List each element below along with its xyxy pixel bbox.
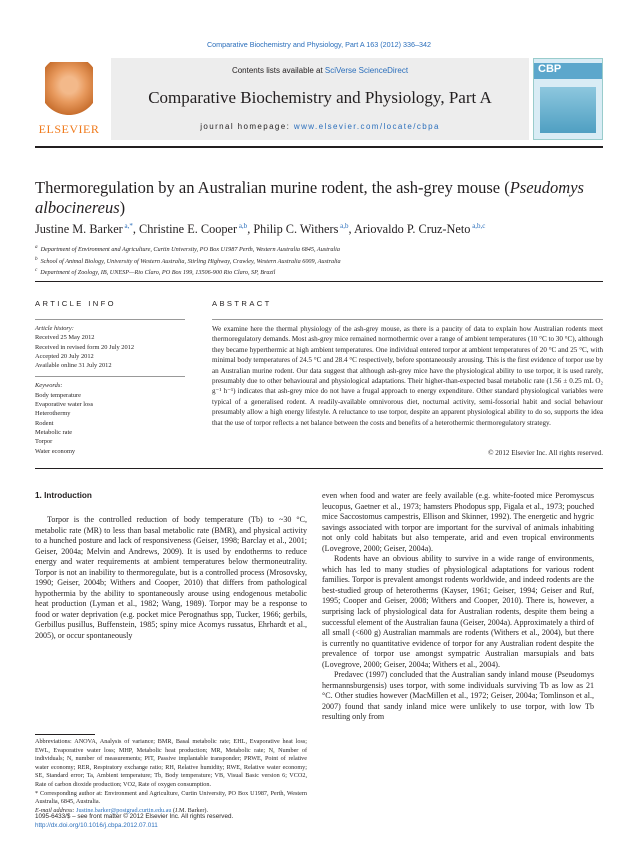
info-rule-2 xyxy=(35,376,185,377)
affiliation-line xyxy=(35,243,603,255)
masthead-rule xyxy=(35,146,603,148)
issn-line: 1095-6433/$ – see front matter © 2012 Elsevier Inc. All rights reserved. xyxy=(35,813,234,820)
footnote-rule xyxy=(35,734,95,735)
history-item: Available online 31 July 2012 xyxy=(35,362,112,370)
abstract-body: We examine here the thermal physiology of the ash-grey mouse, as there is a paucity of data to explain how Australian rodents meet thermoregulatory demands. Most ash-grey mice remained normothermic over a range of ambient temperatures (10 °C to 30 °C), although they became hyperthermic at high ambient temperatures. One individual entered torpor at ambient temperatures of 20 °C and 25 °C, with minimal body temperatures of 24.5 °C and 28.4 °C respectively, before spontaneously arousing. This is the first evidence of torpor use by an Australian murine rodent. Our data suggest that although ash-grey mice have the physiological ability to use torpor, it is used rarely, presumably due to other behavioural and physiological adaptations. Their higher-than-expected basal metabolic rate (1.56 ± 0.25 mL O₂ g⁻¹ h⁻¹) indicates that ash-grey mice do not have a frugal approach to energy expenditure. Other standard physiological variables were typical of a generalised rodent. A readily-available omnivorous diet, nocturnal activity, semi-fossorial habit and social behaviour presumably allow a high energy lifestyle. A reluctance to use torpor, despite an apparent physiological ability to do so, supports the idea that the use of torpor reflects a net balance between the costs and benefits of a heterothermic thermoregulatory strategy. xyxy=(212,325,603,427)
abstract-rule xyxy=(212,319,603,320)
author-name: Christine E. Cooper xyxy=(139,222,238,237)
contents-prefix: Contents lists available at xyxy=(231,66,325,75)
title-main: Thermoregulation by an Australian murine rodent, the ash-grey mouse ( xyxy=(35,178,510,197)
author-name: Philip C. Withers xyxy=(253,222,339,237)
keyword-item: Evaporative water loss xyxy=(35,401,94,409)
author-affiliation-marker[interactable]: a,b,c xyxy=(470,222,486,230)
intro-right-column xyxy=(322,491,594,723)
copyright-line: © 2012 Elsevier Inc. All rights reserved. xyxy=(488,449,603,457)
intro-paragraph-3: Predavec (1997) concluded that the Australian sandy inland mouse (Pseudomys hermannsburgensis) uses torpor, with some individuals surviving Tb as low as 21 °C. Other studies however (MacMillen et al., 1972; Geiser, 2004a; Tomlinson et al., 2007) found that sandy inland mice were unlikely to use torpor, with low Tb resulting only from xyxy=(322,670,594,722)
author-affiliation-marker[interactable]: a,b xyxy=(237,222,248,230)
abstract-text xyxy=(212,316,603,428)
doi-link[interactable]: http://dx.doi.org/10.1016/j.cbpa.2012.07.011 xyxy=(35,822,158,830)
history-label: Article history: xyxy=(35,325,74,332)
keyword-list xyxy=(35,391,185,456)
masthead-banner xyxy=(111,58,529,140)
intro-left-column xyxy=(35,515,307,642)
abstract-heading: ABSTRACT xyxy=(212,299,272,308)
journal-name: Comparative Biochemistry and Physiology, Part A xyxy=(148,88,492,107)
history-item: Received in revised form 20 July 2012 xyxy=(35,343,135,351)
email-link[interactable]: Justine.barker@postgrad.curtin.edu.au xyxy=(76,806,172,814)
affiliation-line xyxy=(35,266,603,278)
contents-line xyxy=(111,66,529,75)
author-affiliation-marker[interactable]: a,b xyxy=(338,222,349,230)
affiliation-key: a xyxy=(35,244,38,250)
front-matter-info xyxy=(35,812,335,830)
masthead xyxy=(35,58,603,140)
author-separator: , xyxy=(247,222,254,237)
homepage-link[interactable]: www.elsevier.com/locate/cbpa xyxy=(293,122,440,131)
journal-homepage xyxy=(111,122,529,131)
keyword-item: Torpor xyxy=(35,438,53,446)
affiliation-line xyxy=(35,255,603,267)
author-affiliation-marker[interactable]: a,* xyxy=(122,222,133,230)
article-info xyxy=(35,316,185,456)
intro-paragraph-1: Torpor is the controlled reduction of body temperature (Tb) to ~30 °C, metabolic rate (MR) to less than basal metabolic rate (BMR), and physical activity to a hunched posture and lack of responsiveness (Geiser, 1998; Barclay et al., 2001; Geiser, 2004a; Melvin and Andrews, 2009). It is used by endotherms to reduce energy and water requirements at ambient temperatures below thermoneutrality. Torpor is not an inability to thermoregulate, but is a controlled process (Mrosovsky, 1990; Geiser, 2004b; Withers and Cooper, 2010) that differs from pathological hypothermia by the ability to spontaneously arouse using endogenous metabolic heat production (Lyman et al., 1982; Wang, 1989). Torpor may be a response to food or water deprivation (e.g. pocket mice Perognathus spp, Tucker, 1966; gerbils, Gerbillus pusillus, Buffenstein, 1985; spiny mice Acomys russatus, Ehrhardt et al., 2005), or occur spontaneously xyxy=(35,515,307,641)
introduction-heading: 1. Introduction xyxy=(35,491,92,500)
affiliations xyxy=(35,243,603,278)
affiliation-key: c xyxy=(35,267,38,274)
intro-paragraph-1-cont: even when food and water are feely available (e.g. white-footed mice Peromyscus leucopus, Gaetner et al., 1973; hamsters Phodopus spp, Figala et al., 1973; pouched mice Saccostomus campestris, Ellison and Skinner, 1992). The energetic and hygric savings associated with torpor are important for the survival of animals inhabiting not only cold habitats but also temperate, arid and even tropical environments (Lovegrove, 2000; Geiser, 2004a). xyxy=(322,491,594,553)
keywords-label: Keywords: xyxy=(35,382,63,390)
article-history xyxy=(35,333,185,370)
history-item: Received 25 May 2012 xyxy=(35,334,95,342)
title-end: ) xyxy=(119,198,126,217)
article-title xyxy=(35,178,603,218)
abstract-rule-bottom xyxy=(35,468,603,469)
author-separator: , xyxy=(132,222,140,237)
keyword-item: Water economy xyxy=(35,447,76,455)
elsevier-logo[interactable] xyxy=(35,58,103,140)
header-rule xyxy=(35,281,603,282)
elsevier-tree-icon xyxy=(45,62,93,120)
author-separator: , xyxy=(348,222,354,237)
keyword-item: Heterothermy xyxy=(35,410,71,418)
affiliation-text: Department of Environment and Agriculture, Curtin University, PO Box U1987 Perth, Western Australia 6845, Australia xyxy=(40,246,340,254)
affiliation-text: School of Animal Biology, University of Western Australia, Stirling Highway, Crawley, Western Australia 6009, Australia xyxy=(40,257,341,265)
affiliation-key: b xyxy=(35,255,38,262)
cover-image xyxy=(540,87,596,133)
keyword-item: Rodent xyxy=(35,419,54,427)
author-list xyxy=(35,222,603,237)
abbreviations-footnote: Abbreviations: ANOVA, Analysis of variance; BMR, Basal metabolic rate; EHL, Evaporative heat loss; EWL, Evaporative water loss; MHP, Metabolic heat production; MR, Metabolic rate; N, Number of individuals; N, number of measurements; PIT, Passive implantable transponder; PRWE, Point of relative water economy; RER, Respiratory exchange ratio; RH, Relative humidity; RWE, Relative water economy; SE, Standard error; Ta, Ambient temperature; Tb, Body temperature; VB, Visual Basic version 6; VCO2, Rate of carbon dioxide production; VO2, Rate of oxygen consumption. xyxy=(35,738,307,788)
journal-reference[interactable]: Comparative Biochemistry and Physiology, Part A 163 (2012) 336–342 xyxy=(206,40,431,49)
intro-paragraph-2: Rodents have an obvious ability to survive in a wide range of environments, which has led to many studies of physiological adaptations for various rodent families. Torpor is prevalent amongst rodents worldwide, and indeed rodents are the best-studied group of heterotherms (Kayser, 1961; Geiser, 1994; Geiser and Ruf, 1995; Cooper and Geiser, 2008; Withers and Cooper, 2010). There is, however, a surprising lack of physiological data for Australian rodents, despite them being a successful element of the Australian fauna (Geiser, 2004a). Approximately a third of all small (<600 g) Australian mammals are rodents (Withers et al., 2004), but there is currently no quantitative evidence of torpor for any Australian rodent despite the prevalence of torpor use amongst sympatric Australian marsupials and bats (Lovegrove, 2000; Geiser, 2004a; Withers et al., 2004). xyxy=(322,554,594,669)
email-suffix: (J.M. Barker). xyxy=(171,806,209,814)
homepage-prefix: journal homepage: xyxy=(200,122,294,131)
history-item: Accepted 20 July 2012 xyxy=(35,352,94,360)
article-info-heading: ARTICLE INFO xyxy=(35,299,116,308)
keyword-item: Body temperature xyxy=(35,391,81,399)
author-name: Ariovaldo P. Cruz-Neto xyxy=(353,222,471,237)
author-name: Justine M. Barker xyxy=(35,222,123,237)
email-label: E-mail address: xyxy=(35,806,77,814)
title-species: Pseudomys albocinereus xyxy=(35,178,584,217)
journal-cover-thumbnail[interactable] xyxy=(533,58,603,140)
sciencedirect-link[interactable]: SciVerse ScienceDirect xyxy=(324,66,409,75)
affiliation-text: Department of Zoology, IB, UNESP—Rio Claro, PO Box 199, 13506-900 Rio Claro, SP, Brazil xyxy=(40,269,276,277)
elsevier-wordmark: ELSEVIER xyxy=(38,122,100,136)
info-rule xyxy=(35,319,185,320)
cover-title: CBP xyxy=(538,63,562,75)
footnotes xyxy=(35,738,307,815)
corresponding-author-footnote: * Corresponding author at: Environment and Agriculture, Curtin University, PO Box U1987, Perth, Western Australia, 6845, Australia. xyxy=(35,789,307,806)
keyword-item: Metabolic rate xyxy=(35,428,73,436)
